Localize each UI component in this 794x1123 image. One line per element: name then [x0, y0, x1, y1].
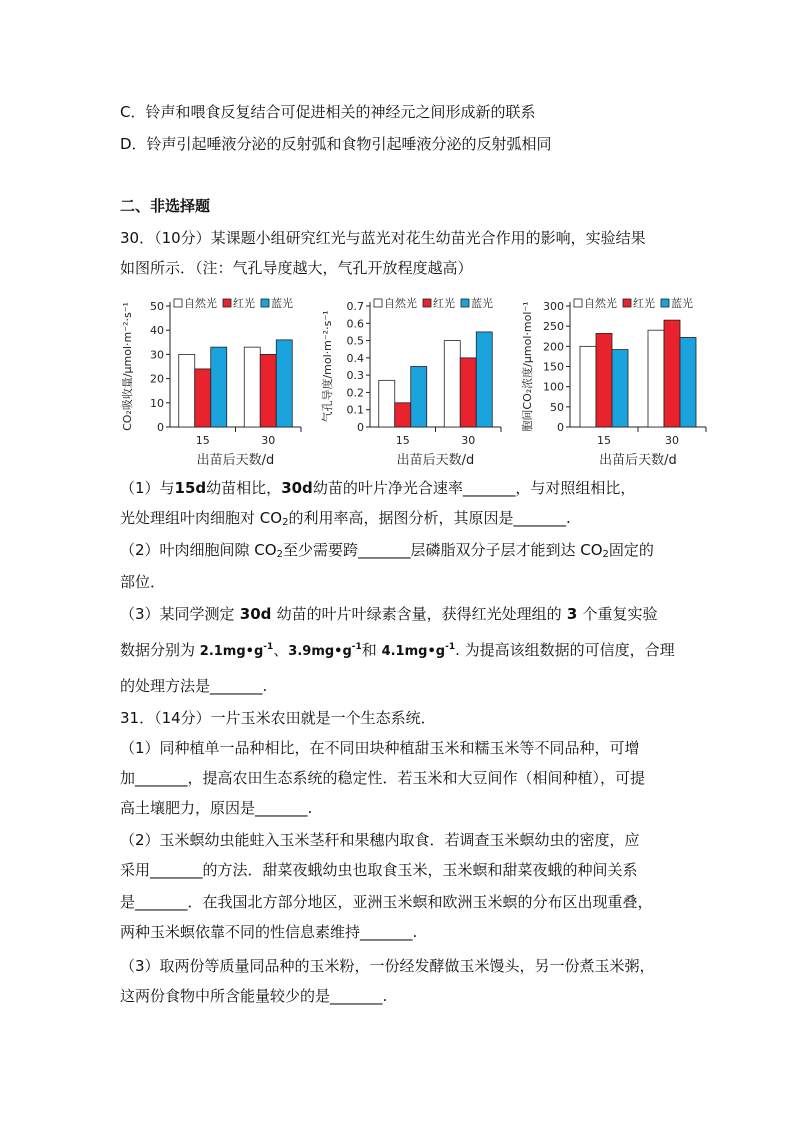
question-31-part2-line3: 是_______．在我国北方部分地区，亚洲玉米螟和欧洲玉米螟的分布区出现重叠， — [120, 893, 653, 911]
x-tick-label: 30 — [461, 434, 476, 447]
chart-intercellular-co2 — [518, 292, 718, 472]
y-tick-label: 0.4 — [346, 351, 364, 365]
question-30-part2-line2: 部位． — [120, 573, 166, 591]
option-d: D．铃声引起唾液分泌的反射弧和食物引起唾液分泌的反射弧相同 — [120, 135, 552, 153]
y-tick-label: 0 — [157, 421, 164, 434]
chart-co2-uptake — [118, 292, 313, 472]
y-tick-label: 20 — [150, 372, 164, 386]
legend-swatch — [374, 299, 382, 307]
chart-stomatal-conductance — [318, 292, 513, 472]
legend-swatch — [623, 299, 631, 307]
legend-swatch — [661, 299, 669, 307]
bar — [664, 320, 680, 427]
y-tick-label: 100 — [543, 380, 564, 394]
legend-label: 自然光 — [184, 297, 217, 310]
x-tick-label: 30 — [665, 434, 679, 447]
legend-label: 红光 — [433, 297, 455, 310]
bar — [580, 346, 596, 427]
x-axis-label: 出苗后天数/d — [599, 453, 677, 468]
y-tick-label: 0.7 — [346, 300, 364, 313]
legend-label: 红光 — [633, 297, 655, 310]
legend-swatch — [574, 299, 582, 307]
question-31-part3-line2: 这两份食物中所含能量较少的是_______. — [120, 987, 388, 1005]
y-tick-label: 0.5 — [346, 334, 364, 348]
y-tick-label: 0.6 — [346, 317, 364, 331]
y-axis-label: CO₂吸收量/μmol·m⁻²·s⁻¹ — [121, 302, 134, 431]
bar — [244, 347, 260, 427]
question-30-part3-line3: 的处理方法是_______. — [120, 677, 268, 695]
question-30-stem: 30．（10分）某课题小组研究红光与蓝光对花生幼苗光合作用的影响，实验结果 — [120, 229, 646, 247]
question-30-part1-line2: 光处理组叶肉细胞对 $CO_2$的利用率高，据图分析，其原因是_______. — [120, 509, 571, 528]
y-tick-label: 50 — [150, 300, 164, 313]
legend-swatch — [423, 299, 431, 307]
y-tick-label: 10 — [150, 396, 164, 410]
legend-label: 蓝光 — [471, 297, 493, 310]
bar — [179, 354, 195, 427]
y-axis-label: 气孔导度/mol·m⁻²·s⁻¹ — [321, 310, 334, 423]
legend-label: 蓝光 — [271, 297, 293, 310]
legend-label: 自然光 — [584, 297, 617, 310]
legend-swatch — [174, 299, 182, 307]
bar — [395, 403, 411, 427]
bar — [476, 332, 492, 427]
bar — [211, 347, 227, 427]
question-31-part1-line1: （1）同种植单一品种相比，在不同田块种植甜玉米和糯玉米等不同品种，可增 — [120, 739, 640, 757]
bar — [648, 330, 664, 427]
y-tick-label: 0.3 — [346, 369, 364, 383]
y-tick-label: 300 — [543, 300, 564, 313]
section-heading: 二、非选择题 — [120, 197, 211, 215]
question-30-part2-line1: （2）叶肉细胞间隙 $CO_2$至少需要跨_______层磷脂双分子层才能到达 $CO_2$固定的 — [120, 541, 654, 560]
question-30-note: 如图所示．（注：气孔导度越大，气孔开放程度越高） — [120, 259, 473, 277]
x-axis-label: 出苗后天数/d — [396, 453, 475, 468]
question-31-part1-line2: 加_______，提高农田生态系统的稳定性．若玉米和大豆间作（相间种植），可提 — [120, 769, 646, 787]
bar — [460, 358, 476, 427]
question-31-part2-line4: 两种玉米螟依靠不同的性信息素维持_______. — [120, 923, 418, 941]
y-tick-label: 250 — [543, 320, 564, 334]
bar — [596, 333, 612, 427]
bar — [195, 369, 211, 427]
question-30-part3-line2: 数据分别为 $2.1mg•g^{-1}$、$3.9mg•g^{-1}$和 $4.1mg•g^{-1}$. 为提高该组数据的可信度，合理 — [120, 641, 675, 659]
question-31-part1-line3: 高土壤肥力，原因是_______. — [120, 799, 313, 817]
option-c: C．铃声和喂食反复结合可促进相关的神经元之间形成新的联系 — [120, 103, 536, 121]
legend-swatch — [461, 299, 469, 307]
bar — [260, 354, 276, 427]
y-tick-label: 0.1 — [346, 403, 364, 417]
x-tick-label: 15 — [597, 434, 611, 447]
question-31-part2-line2: 采用_______的方法．甜菜夜蛾幼虫也取食玉米，玉米螟和甜菜夜蛾的种间关系 — [120, 861, 638, 879]
bar — [276, 340, 292, 427]
x-axis-label: 出苗后天数/d — [196, 453, 275, 468]
y-tick-label: 50 — [550, 400, 564, 414]
y-tick-label: 30 — [150, 348, 164, 362]
question-31-part3-line1: （3）取两份等质量同品种的玉米粉，一份经发酵做玉米馒头，另一份煮玉米粥， — [120, 957, 655, 975]
question-31-stem: 31．（14分）一片玉米农田就是一个生态系统． — [120, 709, 436, 727]
y-tick-label: 150 — [543, 360, 564, 374]
legend-swatch — [261, 299, 269, 307]
y-tick-label: 0 — [557, 421, 564, 434]
question-30-part1-line1: （1）与15d幼苗相比，30d幼苗的叶片净光合速率_______，与对照组相比， — [120, 479, 636, 497]
y-tick-label: 200 — [543, 340, 564, 354]
bar — [444, 341, 460, 427]
bar — [612, 350, 628, 427]
legend-label: 自然光 — [384, 297, 417, 310]
bar — [680, 337, 696, 427]
y-tick-label: 40 — [150, 324, 164, 338]
y-axis-label: 胞间CO₂浓度/μmol·mol⁻¹ — [521, 301, 534, 432]
legend-label: 蓝光 — [671, 297, 693, 310]
bar — [411, 367, 427, 428]
legend-swatch — [223, 299, 231, 307]
x-tick-label: 30 — [261, 434, 276, 447]
x-tick-label: 15 — [395, 434, 410, 447]
y-tick-label: 0.2 — [346, 386, 364, 400]
bar — [379, 380, 395, 427]
question-31-part2-line1: （2）玉米螟幼虫能蛀入玉米茎秆和果穗内取食．若调查玉米螟幼虫的密度，应 — [120, 831, 640, 849]
question-30-part3-line1: （3）某同学测定 30d 幼苗的叶片叶绿素含量，获得红光处理组的 3 个重复实验 — [120, 605, 658, 623]
x-tick-label: 15 — [195, 434, 210, 447]
legend-label: 红光 — [233, 297, 255, 310]
y-tick-label: 0 — [357, 421, 364, 434]
